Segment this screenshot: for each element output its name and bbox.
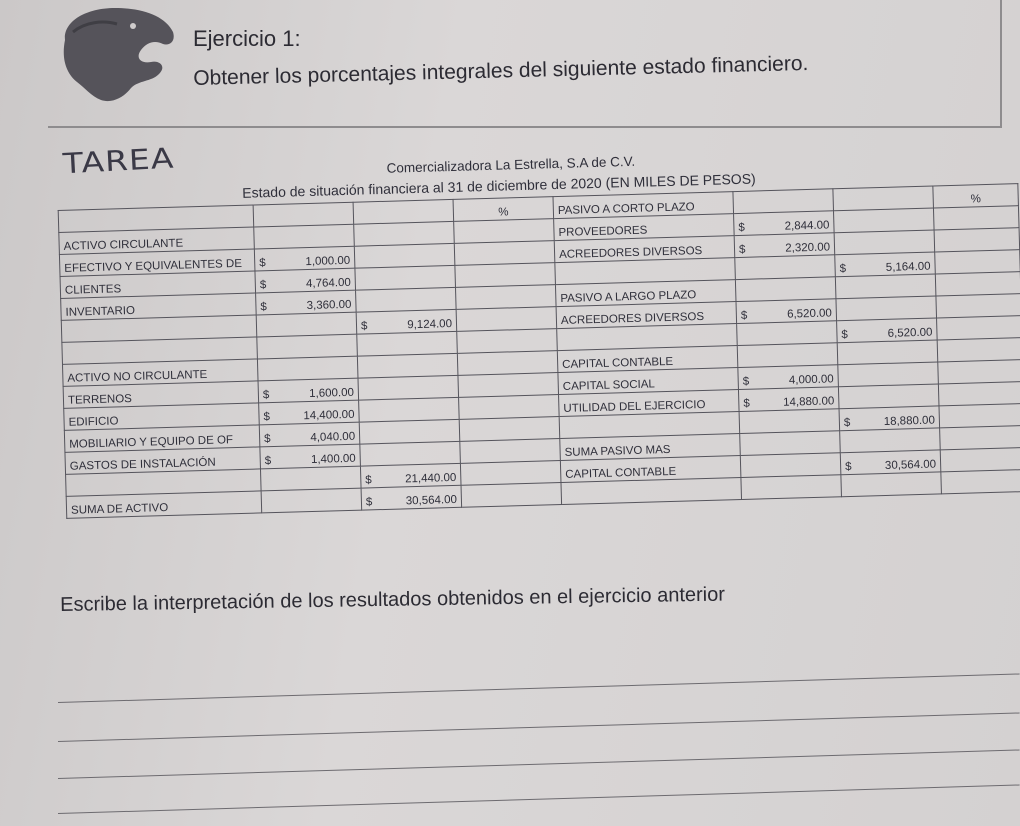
table-cell: [458, 373, 559, 398]
table-cell: [255, 268, 356, 293]
currency-sign: $: [262, 389, 270, 402]
table-cell: [355, 265, 456, 290]
table-cell: [254, 224, 355, 249]
table-cell: SUMA PASIVO MAS: [560, 434, 741, 461]
table-cell: [739, 409, 840, 434]
table-cell: [733, 189, 834, 214]
interpretation-prompt: Escribe la interpretación de los resultados obtenidos en el ejercicio anterior: [60, 583, 726, 616]
table-cell: %: [933, 184, 1019, 208]
amount-value: 14,880.00: [783, 395, 835, 409]
currency-sign: $: [738, 221, 746, 234]
table-cell: TERRENOS: [63, 381, 259, 408]
amount-value: 2,844.00: [784, 219, 830, 233]
table-cell: CAPITAL SOCIAL: [558, 368, 739, 395]
table-cell: [937, 316, 1020, 340]
exercise-title: Ejercicio 1:: [193, 26, 301, 51]
currency-sign: $: [738, 243, 746, 256]
table-cell: [741, 475, 842, 500]
table-cell: [738, 365, 839, 390]
table-cell: UTILIDAD DEL EJERCICIO: [559, 390, 740, 417]
amount-value: 30,564.00: [405, 493, 458, 508]
currency-sign: $: [742, 375, 750, 388]
answer-line[interactable]: [58, 784, 1020, 814]
table-cell: [360, 441, 461, 466]
table-cell: [460, 439, 561, 464]
amount-value: 2,320.00: [785, 241, 831, 255]
currency-sign: $: [264, 455, 272, 468]
table-cell: MOBILIARIO Y EQUIPO DE OF: [64, 425, 260, 452]
currency-sign: $: [259, 279, 267, 292]
table-cell: [736, 299, 837, 324]
table-cell: [356, 309, 457, 334]
currency-sign: $: [263, 433, 271, 446]
table-cell: [837, 318, 938, 343]
table-cell: [353, 199, 454, 224]
table-cell: [359, 397, 460, 422]
table-cell: [361, 485, 462, 510]
table-cell: [738, 387, 839, 412]
table-cell: [261, 488, 362, 513]
currency-sign: $: [841, 328, 849, 342]
amount-value: 4,764.00: [305, 276, 351, 291]
currency-sign: $: [259, 257, 266, 270]
answer-line[interactable]: [58, 712, 1020, 742]
table-cell: [838, 384, 939, 409]
table-cell: [740, 431, 841, 456]
table-cell: [561, 478, 742, 505]
table-cell: [936, 294, 1020, 318]
table-cell: [935, 272, 1020, 296]
currency-sign: $: [740, 309, 748, 322]
table-cell: [737, 321, 838, 346]
table-cell: [358, 375, 459, 400]
currency-sign: $: [365, 474, 372, 487]
table-cell: [459, 417, 560, 442]
table-cell: [939, 404, 1020, 428]
table-cell: [359, 419, 460, 444]
table-cell: [455, 263, 556, 288]
table-cell: [833, 186, 934, 211]
table-cell: PASIVO A CORTO PLAZO: [553, 192, 734, 219]
table-cell: [454, 241, 555, 266]
table-cell: CLIENTES: [60, 271, 256, 298]
table-cell: [257, 356, 358, 381]
table-cell: [840, 428, 941, 453]
table-cell: CAPITAL CONTABLE: [560, 456, 741, 483]
table-cell: [838, 362, 939, 387]
table-cell: [259, 422, 360, 447]
table-cell: [941, 470, 1020, 494]
table-cell: [938, 360, 1020, 384]
amount-value: 1,400.00: [310, 452, 356, 466]
table-cell: [837, 340, 938, 365]
table-cell: EDIFICIO: [64, 403, 260, 430]
table-cell: [734, 233, 835, 258]
amount-value: 6,520.00: [786, 307, 833, 321]
balance-sheet-table: [58, 183, 1020, 519]
table-cell: [835, 274, 936, 299]
table-cell: [455, 285, 556, 310]
amount-value: 1,000.00: [305, 254, 351, 269]
amount-value: 4,040.00: [310, 430, 356, 445]
financial-statement: [56, 123, 1020, 550]
table-cell: [940, 448, 1020, 472]
table-cell: [938, 382, 1020, 406]
table-cell: PROVEEDORES: [554, 214, 735, 241]
table-cell: [354, 221, 455, 246]
table-cell: [258, 378, 359, 403]
table-cell: [459, 395, 560, 420]
table-cell: [360, 463, 461, 488]
amount-value: 6,520.00: [887, 326, 933, 340]
table-cell: [734, 211, 835, 236]
table-cell: %: [453, 197, 554, 222]
table-cell: [454, 219, 555, 244]
amount-value: 3,360.00: [306, 298, 352, 313]
table-cell: [740, 453, 841, 478]
table-cell: [933, 206, 1019, 230]
answer-line[interactable]: [58, 673, 1020, 703]
table-cell: [260, 466, 361, 491]
statement-title: Estado de situación financiera al 31 de diciembre de 2020 (EN MILES DE PESOS): [242, 170, 756, 201]
table-cell: [935, 250, 1020, 274]
amount-value: 1,600.00: [308, 386, 355, 401]
table-cell: ACTIVO CIRCULANTE: [59, 227, 255, 254]
table-cell: [841, 472, 942, 497]
table-cell: [356, 287, 457, 312]
table-cell: [835, 252, 936, 277]
table-cell: ACTIVO NO CIRCULANTE: [62, 359, 258, 386]
amount-value: 5,164.00: [885, 260, 931, 274]
table-cell: [836, 296, 937, 321]
amount-value: 30,564.00: [884, 458, 937, 472]
table-cell: [834, 230, 935, 255]
table-cell: [940, 426, 1020, 450]
amount-value: 18,880.00: [883, 414, 936, 428]
table-cell: [357, 353, 458, 378]
exercise-instruction: Obtener los porcentajes integrales del siguiente estado financiero.: [193, 51, 809, 90]
table-cell: [256, 312, 357, 337]
table-cell: [840, 450, 941, 475]
table-cell: GASTOS DE INSTALACIÓN: [65, 447, 261, 474]
currency-sign: $: [365, 496, 373, 509]
answer-line[interactable]: [58, 749, 1020, 779]
currency-sign: $: [743, 397, 750, 410]
handwritten-label: TAREA: [62, 141, 176, 181]
table-cell: [457, 329, 558, 354]
table-cell: [260, 444, 361, 469]
table-cell: [461, 483, 562, 508]
table-cell: SUMA DE ACTIVO: [66, 491, 262, 518]
table-cell: ACREEDORES DIVERSOS: [554, 236, 735, 263]
table-cell: [834, 208, 935, 233]
currency-sign: $: [839, 262, 847, 276]
table-cell: [735, 255, 836, 280]
table-cell: [259, 400, 360, 425]
amount-value: 4,000.00: [788, 373, 834, 387]
amount-value: 14,400.00: [303, 408, 355, 423]
currency-sign: $: [360, 320, 368, 333]
table-cell: [257, 334, 358, 359]
company-name: Comercializadora La Estrella, S.A de C.V.: [386, 153, 636, 176]
table-cell: [735, 277, 836, 302]
table-cell: PASIVO A LARGO PLAZO: [555, 280, 736, 307]
table-cell: [357, 331, 458, 356]
currency-sign: $: [844, 460, 852, 474]
table-cell: [937, 338, 1020, 362]
table-cell: [737, 343, 838, 368]
table-cell: [254, 246, 355, 271]
table-cell: INVENTARIO: [61, 293, 257, 320]
table-cell: [839, 406, 940, 431]
table-cell: EFECTIVO Y EQUIVALENTES DE: [59, 249, 255, 276]
table-cell: ACREEDORES DIVERSOS: [556, 302, 737, 329]
currency-sign: $: [260, 301, 268, 314]
table-cell: [354, 243, 455, 268]
amount-value: 21,440.00: [404, 471, 457, 486]
amount-value: 9,124.00: [407, 318, 453, 332]
table-cell: [460, 461, 561, 486]
currency-sign: $: [263, 411, 271, 424]
currency-sign: $: [843, 416, 851, 430]
table-cell: [256, 290, 357, 315]
table-cell: [456, 307, 557, 332]
table-cell: [457, 351, 558, 376]
table-cell: CAPITAL CONTABLE: [557, 346, 738, 373]
table-cell: [253, 202, 354, 227]
table-cell: [934, 228, 1020, 252]
